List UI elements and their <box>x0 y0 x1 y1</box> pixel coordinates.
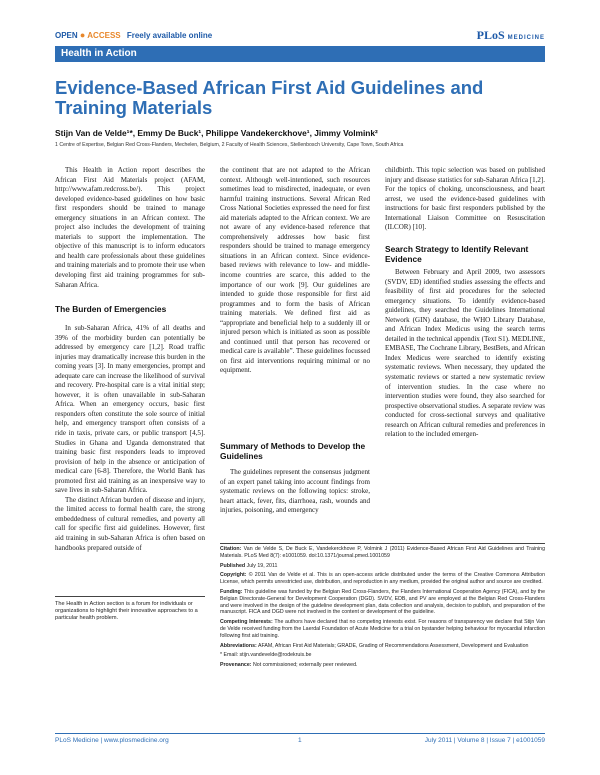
abbreviations-text: AFAM, African First Aid Materials; GRADE, Grading of Recommendations Assessment, Development and Evaluation <box>257 642 529 649</box>
column-2-top <box>220 166 370 376</box>
funding-label: Funding: <box>220 588 243 595</box>
journal-logo <box>477 28 545 43</box>
published-label: Published <box>220 562 246 569</box>
section-banner <box>55 46 545 62</box>
article-metadata <box>220 546 545 672</box>
metadata-divider <box>220 543 545 544</box>
access-label: ACCESS <box>87 31 121 40</box>
provenance-block <box>220 662 545 669</box>
page-number: 1 <box>298 737 302 744</box>
funding-block <box>220 589 545 616</box>
free-available-label: Freely available online <box>126 31 213 40</box>
competing-label: Competing Interests: <box>220 619 273 626</box>
funding-text: This guideline was funded by the Belgian Red Cross-Flanders, the Flanders International Cooperation Agency (FICA), and by the Belgian Directorate-General for Development Cooperation (DGD). SVDV, EDB, and PV are employed at the Belgian Red Cross-Flanders and were involved in the design of the guideline development plan, data collection and analysis, decision to publish, and preparation of the manuscript. FICA and DGD were not involved in the content or development of the guideline. <box>220 588 545 616</box>
competing-interests-block <box>220 619 545 639</box>
column-3-paragraph: childbirth. This topic selection was based on published injury and disease statistics for sub-Saharan Africa [1,2]. For the topics of choking, unconsciousness, and heart arrest, we used the evidence-based guidelines with instructions for basic first responders published by the International Liaison Committee on Resuscitation (ILCOR) [10]. <box>385 166 545 232</box>
burden-paragraph-1: In sub-Saharan Africa, 41% of all deaths and 39% of the morbidity burden can potentially be addressed by emergency care [1,2]. Road traffic injuries may dramatically increase this burden in the coming years [3]. In many emergencies, prompt and adequate care can increase the likelihood of survival and recovery. Pre-hospital care is a vital initial step; however, it is often unavailable in sub-Saharan Africa. When an emergency occurs, basic first responders often constitute the sole source of initial help, and emergency transport often consists of a ride in taxis, private cars, or public transport [4,5]. Studies in Ghana and Uganda demonstrated that training basic first responders leads to improved provision of help in the absence or anticipation of medical care [6-8]. Therefore, the World Bank has promoted first aid training as an inexpensive way to save lives in sub-Saharan Africa. <box>55 324 205 495</box>
citation-label: Citation: <box>220 546 242 552</box>
abbreviations-block <box>220 643 545 650</box>
column-1-intro <box>55 166 205 290</box>
footer-divider <box>55 733 545 734</box>
summary-heading: Summary of Methods to Develop the Guidelines <box>220 441 366 461</box>
provenance-label: Provenance: <box>220 662 252 669</box>
search-heading-block <box>385 244 545 264</box>
citation-block <box>220 546 545 560</box>
journal-logo-sub: MEDICINE <box>507 35 545 41</box>
section-note-divider <box>55 596 205 597</box>
summary-paragraph: The guidelines represent the consensus judgment of an expert panel taking into account findings from systematic reviews on the following topics: stroke, heart attack, fever, fits, diarrhoea, rash, wounds and injuries, poisoning, and emergency <box>220 468 370 515</box>
section-note: The Health in Action section is a forum for individuals or organizations to highlight their innovative approaches to a particular health problem. <box>55 601 198 621</box>
burden-paragraph-2: The distinct African burden of disease and injury, the limited access to formal health care, the strong embeddedness of cultural remedies, and poverty all call for specific first aid guidelines. However, first aid training in sub-Saharan Africa is often based on handbooks prepared outside of <box>55 495 205 552</box>
citation-text: Van de Velde S, De Buck E, Vandekerckhove P, Volmink J (2011) Evidence-Based African First Aid Guidelines and Training Materials. PLoS Med 8(7): e1001059. doi:10.1371/journal.pmed.1001059 <box>220 546 545 559</box>
column-3-search <box>385 268 545 440</box>
column-1-burden <box>55 324 205 553</box>
open-access-lock-icon: ● <box>79 30 86 40</box>
intro-paragraph: This Health in Action report describes the African First Aid Materials project (AFAM, http://www.afam.redcross.be/). This project developed evidence-based guidelines on how basic first responders should be trained to manage emergency situations in an African context. The project also includes the development of training materials to support the implementation. The objective of this manuscript is to inform educators and health care professionals about these guidelines and training materials and to promote their use when developing first aid training programmes for sub-Saharan Africa. <box>55 166 205 289</box>
section-label: Health in Action <box>61 48 137 59</box>
published-block <box>220 563 545 570</box>
open-label: OPEN <box>55 31 78 40</box>
top-bar <box>55 30 545 44</box>
open-access-badge <box>55 30 212 40</box>
abbreviations-label: Abbreviations: <box>220 642 257 649</box>
copyright-label: Copyright: <box>220 572 247 579</box>
summary-heading-block <box>220 441 370 461</box>
burden-heading: The Burden of Emergencies <box>55 304 167 314</box>
journal-logo-main: PLoS <box>476 28 505 42</box>
footer-issue-info: July 2011 | Volume 8 | Issue 7 | e1001059 <box>424 737 545 744</box>
search-heading: Search Strategy to Identify Relevant Evidence <box>385 244 529 264</box>
column-2-summary <box>220 468 370 516</box>
column-3-top <box>385 166 545 233</box>
copyright-block <box>220 572 545 586</box>
article-title: Evidence-Based African First Aid Guidelines and Training Materials <box>55 77 484 118</box>
column-2-paragraph: the continent that are not adapted to the African context. Although well-intentioned, such resources sometimes lead to misdirected, inadequate, or even harmful training instructions. Several African Red Cross National Societies expressed the need for first aid materials adapted to the African context. We are not aware of any evidence-based reference that comprehensively addresses how basic first responders should be trained to manage emergency situations in an African context. Since evidence-based reviews with relevance to low- and middle-income countries are scarce, this added to the importance of our work [9]. Our guidelines are intended to guide those responsible for first aid programmes and to form the basis of African training materials. We defined first aid as “appropriate and beneficial help to a suddenly ill or injured person which is initiated as soon as possible and continued until that person has recovered or medical care is available”. These guidelines focussed on first aid interventions requiring minimal or no equipment. <box>220 166 370 375</box>
affiliations: 1 Centre of Expertise, Belgian Red Cross-Flanders, Mechelen, Belgium, 2 Faculty of Health Sciences, Stellenbosch University, Cape Town, South Africa <box>55 142 404 148</box>
footer-journal-link[interactable]: PLoS Medicine | www.plosmedicine.org <box>55 737 169 744</box>
burden-heading-block <box>55 304 205 314</box>
provenance-text: Not commissioned; externally peer reviewed. <box>252 662 358 669</box>
copyright-text: © 2011 Van de Velde et al. This is an open-access article distributed under the terms of the Creative Commons Attribution License, which permits unrestricted use, distribution, and reproduction in any medium, provided the original author and source are credited. <box>220 572 545 586</box>
competing-text: The authors have declared that no competing interests exist. For reasons of transparency we declare that Stijn Van de Velde received funding from the Laerdal Foundation of Acute Medicine for a trial on bystander helping behaviour for myocardial infarction following first aid training. <box>220 619 545 639</box>
published-date: July 19, 2011 <box>246 562 278 569</box>
email-line: * Email: stijn.vandevelde@rodekruis.be <box>220 652 312 659</box>
author-list: Stijn Van de Velde¹*, Emmy De Buck¹, Philippe Vandekerckhove¹, Jimmy Volmink² <box>55 128 378 138</box>
search-paragraph: Between February and April 2009, two assessors (SVDV, ED) identified studies assessing the effects and feasibility of first aid procedures for the selected emergency situations. To identify evidence-based guidelines, they searched the Guidelines International Network (GIN) database, the WHO Library Database, and African Index Medicus using the search terms detailed in the technical appendix (Text S1). MEDLINE, EMBASE, The Cochrane Library, BestBets, and African Index Medicus were searched to identify existing systematic reviews. When necessary, they updated the systematic reviews or started a new systematic review of intervention studies. In the case where no intervention studies were found, they also searched for prospective observational studies. A separate review was conducted for cross-sectional surveys and qualitative research on African cultural remedies and preferences in relation to the included emergen- <box>385 268 545 439</box>
